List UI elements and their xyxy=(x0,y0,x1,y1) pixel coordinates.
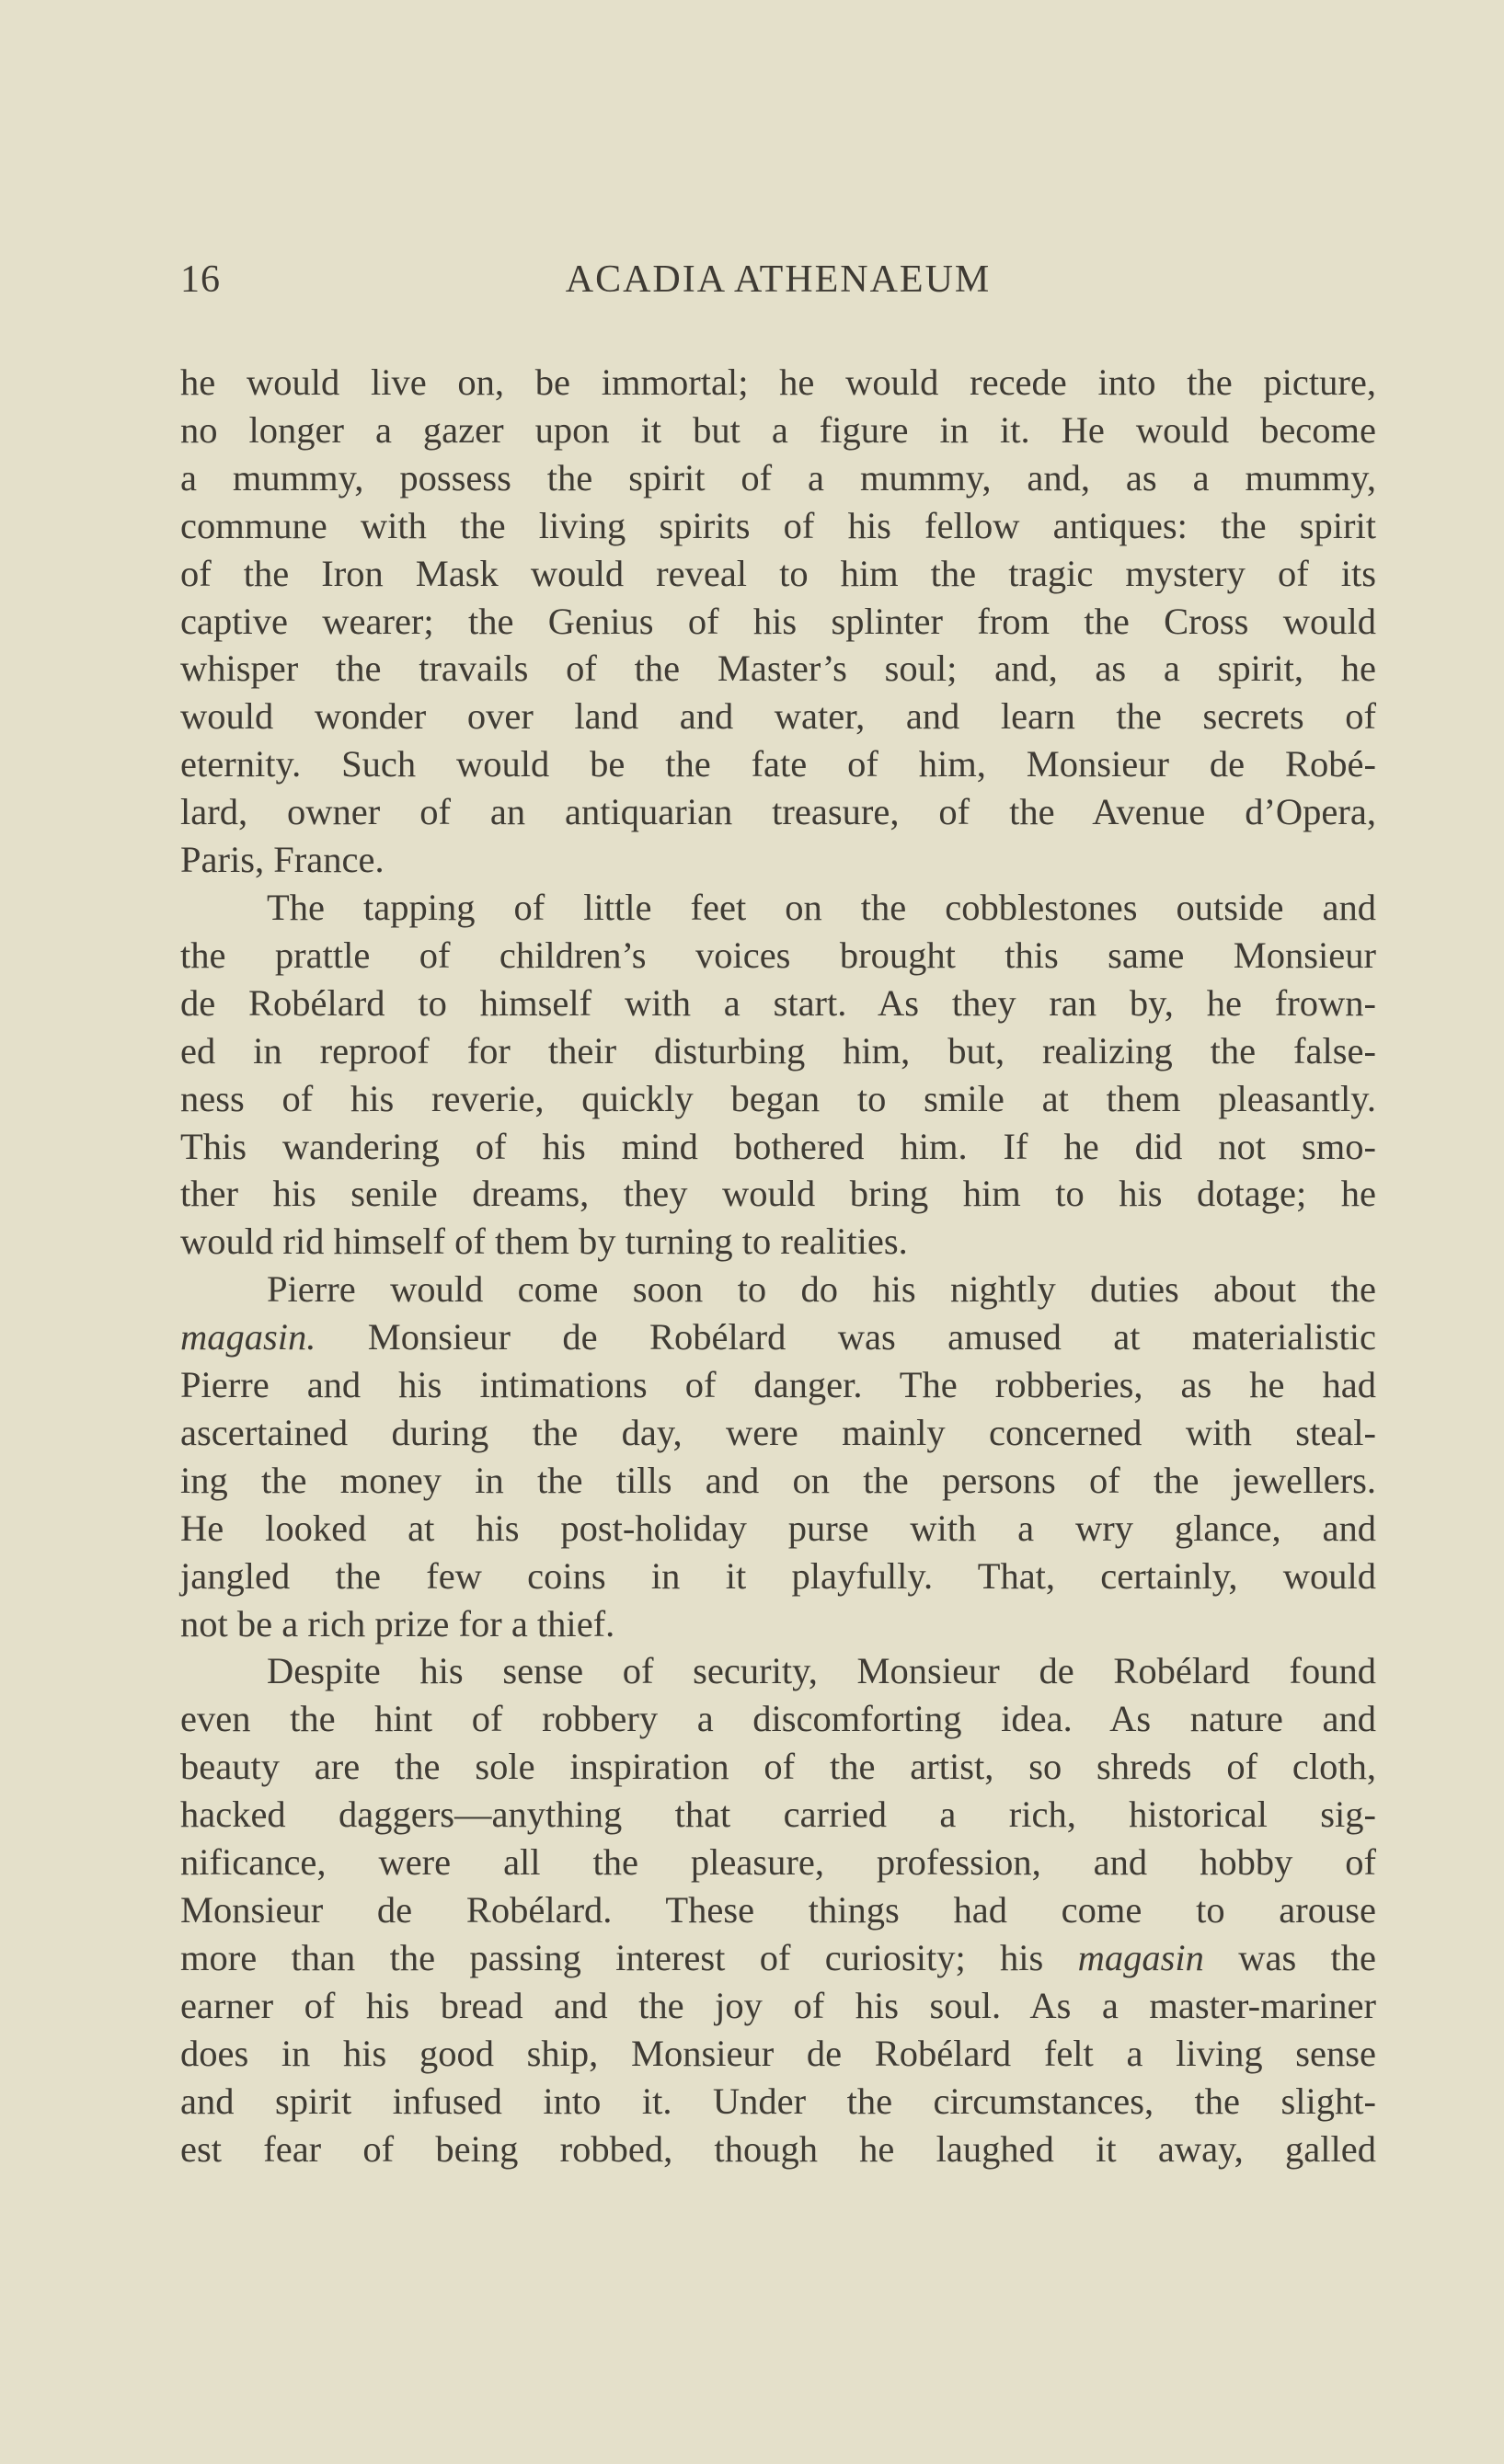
text-line: hacked daggers—anything that carried a rich, historical sig- xyxy=(180,1794,1376,1836)
text-line: ed in reproof for their disturbing him, but, realizing the false- xyxy=(180,1029,1376,1072)
text-line: Monsieur de Robélard. These things had come to arouse xyxy=(180,1889,1376,1931)
paragraph xyxy=(180,1266,1376,1647)
text-line: est fear of being robbed, though he laughed it away, galled xyxy=(180,2127,1376,2170)
text-line: Despite his sense of security, Monsieur de Robélard found xyxy=(267,1650,1376,1692)
text-line: This wandering of his mind bothered him. If he did not smo- xyxy=(180,1125,1376,1167)
text-line: lard, owner of an antiquarian treasure, of the Avenue d’Opera, xyxy=(180,791,1376,833)
text-line: commune with the living spirits of his fellow antiques: the spirit xyxy=(180,504,1376,546)
text-line: beauty are the sole inspiration of the artist, so shreds of cloth, xyxy=(180,1746,1376,1788)
text-line: he would live on, be immortal; he would recede into the picture, xyxy=(180,361,1376,403)
text-line: would rid himself of them by turning to realities. xyxy=(180,1221,908,1263)
text-line: more than the passing interest of curiosity; his magasin was the xyxy=(180,1936,1377,1978)
page-number: 16 xyxy=(180,258,221,301)
italic-word: magasin. xyxy=(180,1316,316,1358)
text-line: of the Iron Mask would reveal to him the tragic mystery of its xyxy=(180,552,1376,594)
paragraph xyxy=(180,359,1376,884)
text-line: no longer a gazer upon it but a figure in it. He would become xyxy=(180,408,1376,451)
text-line: Pierre would come soon to do his nightly duties about the xyxy=(267,1268,1376,1311)
paragraph xyxy=(180,1647,1376,2172)
text-line: eternity. Such would be the fate of him, Monsieur de Robé- xyxy=(180,743,1376,785)
text-line: the prattle of children’s voices brought this same Monsieur xyxy=(180,934,1376,976)
text-line: magasin. Monsieur de Robélard was amused at materialistic xyxy=(180,1316,1376,1358)
text-line: earner of his bread and the joy of his soul. As a master-mariner xyxy=(180,1984,1376,2026)
text-line: ing the money in the tills and on the persons of the jewellers. xyxy=(180,1459,1376,1501)
text-line: He looked at his post-holiday purse with a wry glance, and xyxy=(180,1507,1376,1549)
text-line: jangled the few coins in it playfully. That, certainly, would xyxy=(180,1554,1376,1597)
text-line: ther his senile dreams, they would bring him to his dotage; he xyxy=(180,1173,1376,1215)
text-line: even the hint of robbery a discomforting idea. As nature and xyxy=(180,1698,1376,1740)
text-line: would wonder over land and water, and learn the secrets of xyxy=(180,695,1376,738)
text-line: captive wearer; the Genius of his splinter from the Cross would xyxy=(180,600,1376,642)
text-line: and spirit infused into it. Under the circumstances, the slight- xyxy=(180,2080,1376,2122)
running-title: ACADIA ATHENAEUM xyxy=(565,258,992,301)
text-line: does in his good ship, Monsieur de Robélard felt a living sense xyxy=(180,2032,1376,2074)
text-line: ness of his reverie, quickly began to smile at them pleasantly. xyxy=(180,1077,1376,1119)
page-header xyxy=(180,258,1376,313)
body-text xyxy=(180,359,1376,2172)
text-line: whisper the travails of the Master’s soul; and, as a spirit, he xyxy=(180,648,1376,690)
text-line: nificance, were all the pleasure, profession, and hobby of xyxy=(180,1841,1376,1884)
text-line: de Robélard to himself with a start. As they ran by, he frown- xyxy=(180,981,1376,1024)
text-line: Pierre and his intimations of danger. The robberies, as he had xyxy=(180,1364,1376,1406)
text-line: not be a rich prize for a thief. xyxy=(180,1602,615,1645)
italic-word: magasin xyxy=(1077,1936,1204,1978)
text-line: The tapping of little feet on the cobblestones outside and xyxy=(267,886,1376,928)
paragraph xyxy=(180,884,1376,1266)
text-line: a mummy, possess the spirit of a mummy, and, as a mummy, xyxy=(180,456,1376,499)
text-line: ascertained during the day, were mainly concerned with steal- xyxy=(180,1411,1376,1453)
text-line: Paris, France. xyxy=(180,839,385,881)
